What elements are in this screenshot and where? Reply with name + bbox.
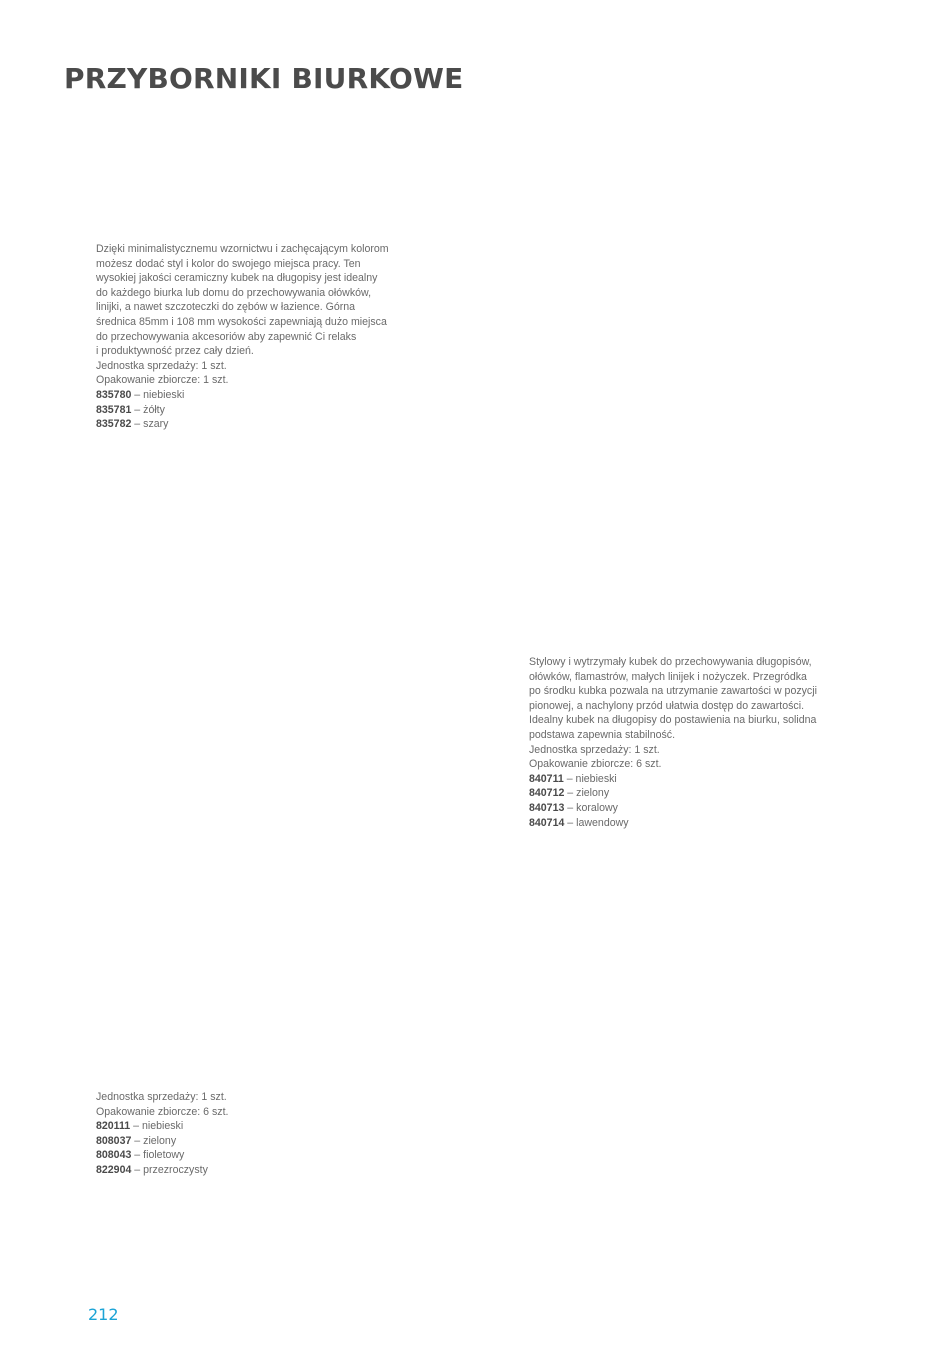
sku-separator: – <box>130 1120 142 1133</box>
bulk-pack: Opakowanie zbiorcze: 6 szt. <box>96 1105 229 1118</box>
sku-separator: – <box>131 403 144 416</box>
sku-code: 835782 <box>96 418 132 431</box>
sku-color: szary <box>143 418 169 431</box>
sku-line <box>529 816 829 831</box>
product-block-pen-cup <box>529 655 829 830</box>
description-line: pionowej, a nachylony przód ułatwia dostęp do zawartości. <box>529 699 805 712</box>
sku-color: lawendowy <box>576 816 629 829</box>
sku-separator: – <box>564 801 577 814</box>
product-description <box>529 655 829 743</box>
sku-code: 840712 <box>529 787 565 800</box>
sku-color: fioletowy <box>143 1149 185 1162</box>
description-line: linijki, a nawet szczoteczki do zębów w łazience. Górna <box>96 301 356 314</box>
sku-line <box>529 786 829 801</box>
sku-color: niebieski <box>575 772 617 785</box>
sku-color: niebieski <box>143 388 185 401</box>
sku-color: zielony <box>576 787 610 800</box>
description-line: i produktywność przez cały dzień. <box>96 345 254 358</box>
sales-unit: Jednostka sprzedaży: 1 szt. <box>529 743 660 756</box>
sku-line <box>96 417 396 432</box>
sku-code: 808043 <box>96 1149 132 1162</box>
sku-line <box>529 801 829 816</box>
bulk-pack: Opakowanie zbiorcze: 1 szt. <box>96 374 229 387</box>
sku-separator: – <box>564 787 577 800</box>
sku-color: przezroczysty <box>143 1163 208 1176</box>
sku-color: żółty <box>143 403 165 416</box>
sku-line <box>96 1119 396 1134</box>
sku-code: 840714 <box>529 816 565 829</box>
description-line: Dzięki minimalistycznemu wzornictwu i zachęcającym kolorom <box>96 243 389 255</box>
product-block-organizer <box>96 1090 396 1178</box>
sales-unit: Jednostka sprzedaży: 1 szt. <box>96 359 227 372</box>
sku-line <box>96 1163 396 1178</box>
description-line: do przechowywania akcesoriów aby zapewnić Ci relaks <box>96 330 357 343</box>
sku-color: zielony <box>143 1134 177 1147</box>
sku-color: koralowy <box>576 801 618 814</box>
page-number: 212 <box>88 1305 119 1324</box>
sku-separator: – <box>131 418 144 431</box>
product-description <box>96 242 396 359</box>
sku-line <box>96 1134 396 1149</box>
sku-line <box>96 1148 396 1163</box>
bulk-pack: Opakowanie zbiorcze: 6 szt. <box>529 758 662 771</box>
sku-code: 822904 <box>96 1163 132 1176</box>
sku-separator: – <box>564 816 577 829</box>
description-line: możesz dodać styl i kolor do swojego miejsca pracy. Ten <box>96 257 361 270</box>
page-title: PRZYBORNIKI BIURKOWE <box>64 62 464 95</box>
sku-line <box>96 403 396 418</box>
description-line: podstawa zapewnia stabilność. <box>529 728 676 741</box>
description-line: wysokiej jakości ceramiczny kubek na długopisy jest idealny <box>96 272 378 285</box>
sku-code: 840713 <box>529 801 565 814</box>
description-line: ołówków, flamastrów, małych linijek i nożyczek. Przegródka <box>529 670 807 683</box>
sku-line <box>96 388 396 403</box>
sku-separator: – <box>131 1134 144 1147</box>
description-line: Stylowy i wytrzymały kubek do przechowywania długopisów, <box>529 656 812 668</box>
sku-color: niebieski <box>141 1120 184 1133</box>
description-line: średnica 85mm i 108 mm wysokości zapewniają dużo miejsca <box>96 315 387 328</box>
sku-code: 840711 <box>529 772 564 785</box>
sales-unit: Jednostka sprzedaży: 1 szt. <box>96 1091 227 1103</box>
sku-code: 820111 <box>96 1120 131 1133</box>
sku-code: 808037 <box>96 1134 132 1147</box>
sku-code: 835781 <box>96 403 132 416</box>
sku-separator: – <box>131 1163 144 1176</box>
description-line: Idealny kubek na długopisy do postawienia na biurku, solidna <box>529 714 817 727</box>
sku-line <box>529 772 829 787</box>
sku-code: 835780 <box>96 388 132 401</box>
description-line: do każdego biurka lub domu do przechowywania ołówków, <box>96 286 372 299</box>
sku-separator: – <box>131 388 144 401</box>
product-block-ceramic-cup <box>96 242 396 432</box>
description-line: po środku kubka pozwala na utrzymanie zawartości w pozycji <box>529 685 817 698</box>
sku-separator: – <box>131 1149 144 1162</box>
sku-separator: – <box>563 772 576 785</box>
